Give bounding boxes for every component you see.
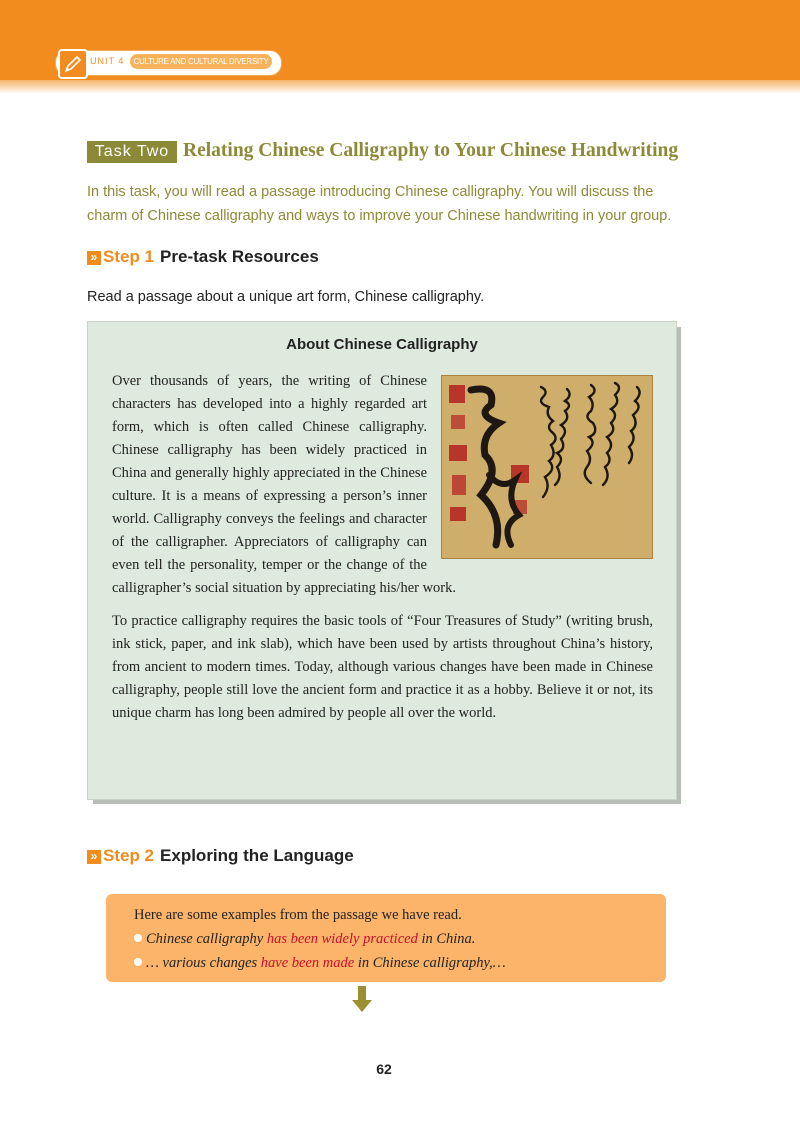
chevron-icon: »: [87, 251, 101, 265]
passage-paragraph-1: Over thousands of years, the writing of Chinese characters has developed into a highly regarded art form, which is often called Chinese calligraphy. Chinese calligraphy has been widely practiced in China and generally highly appreciated in the Chinese culture. It is a means of expressing a person’s inner world. Calligraphy conveys the feelings and character of the calligrapher. Appreciators of calligraphy can even tell the personality, temper or the change of the calligrapher’s social situation by appreciating his/her work.: [112, 373, 457, 596]
step1-heading: [87, 247, 319, 269]
unit-label: UNIT 4: [90, 56, 125, 66]
task-title: Relating Chinese Calligraphy to Your Chinese Handwriting: [183, 140, 679, 161]
example-item: Chinese calligraphy has been widely practiced in China.: [134, 931, 475, 948]
passage-title: About Chinese Calligraphy: [286, 336, 478, 353]
highlight-phrase: has been widely practiced: [266, 931, 418, 947]
calligraphy-artwork: [441, 375, 653, 559]
task-tag: Task Two: [87, 141, 177, 163]
pen-icon: [58, 49, 88, 79]
page-number: 62: [376, 1061, 392, 1077]
bullet-icon: [134, 934, 142, 942]
step1-number: Step 1: [103, 247, 155, 266]
passage-paragraph-2: To practice calligraphy requires the basic tools of “Four Treasures of Study” (writing brush, ink stick, paper, and ink slab), which have been used by artists throughout China’s history, from ancient to modern times. Today, although various changes have been made in Chinese calligraphy, people still love the ancient form and practice it as a hobby. Believe it or not, its unique charm has long been admired by people all over the world.: [112, 613, 653, 721]
chevron-icon: »: [87, 850, 101, 864]
step1-lead: Read a passage about a unique art form, Chinese calligraphy.: [87, 289, 485, 305]
example-item: … various changes have been made in Chinese calligraphy,…: [134, 955, 506, 972]
down-arrow-icon: [352, 986, 372, 1019]
passage-body: [112, 370, 653, 735]
bullet-icon: [134, 958, 142, 966]
unit-topic-badge: CULTURE AND CULTURAL DIVERSITY: [130, 54, 272, 69]
examples-intro: Here are some examples from the passage we have read.: [134, 907, 462, 923]
highlight-phrase: have been made: [260, 955, 355, 971]
passage-box: [87, 321, 677, 800]
task-intro: In this task, you will read a passage introducing Chinese calligraphy. You will discuss the charm of Chinese calligraphy and ways to improve your Chinese handwriting in your group.: [87, 184, 672, 224]
examples-box: [106, 894, 666, 982]
step2-number: Step 2: [103, 846, 155, 865]
step2-title: Exploring the Language: [160, 846, 354, 865]
step2-heading: [87, 846, 354, 868]
step1-title: Pre-task Resources: [160, 247, 319, 266]
